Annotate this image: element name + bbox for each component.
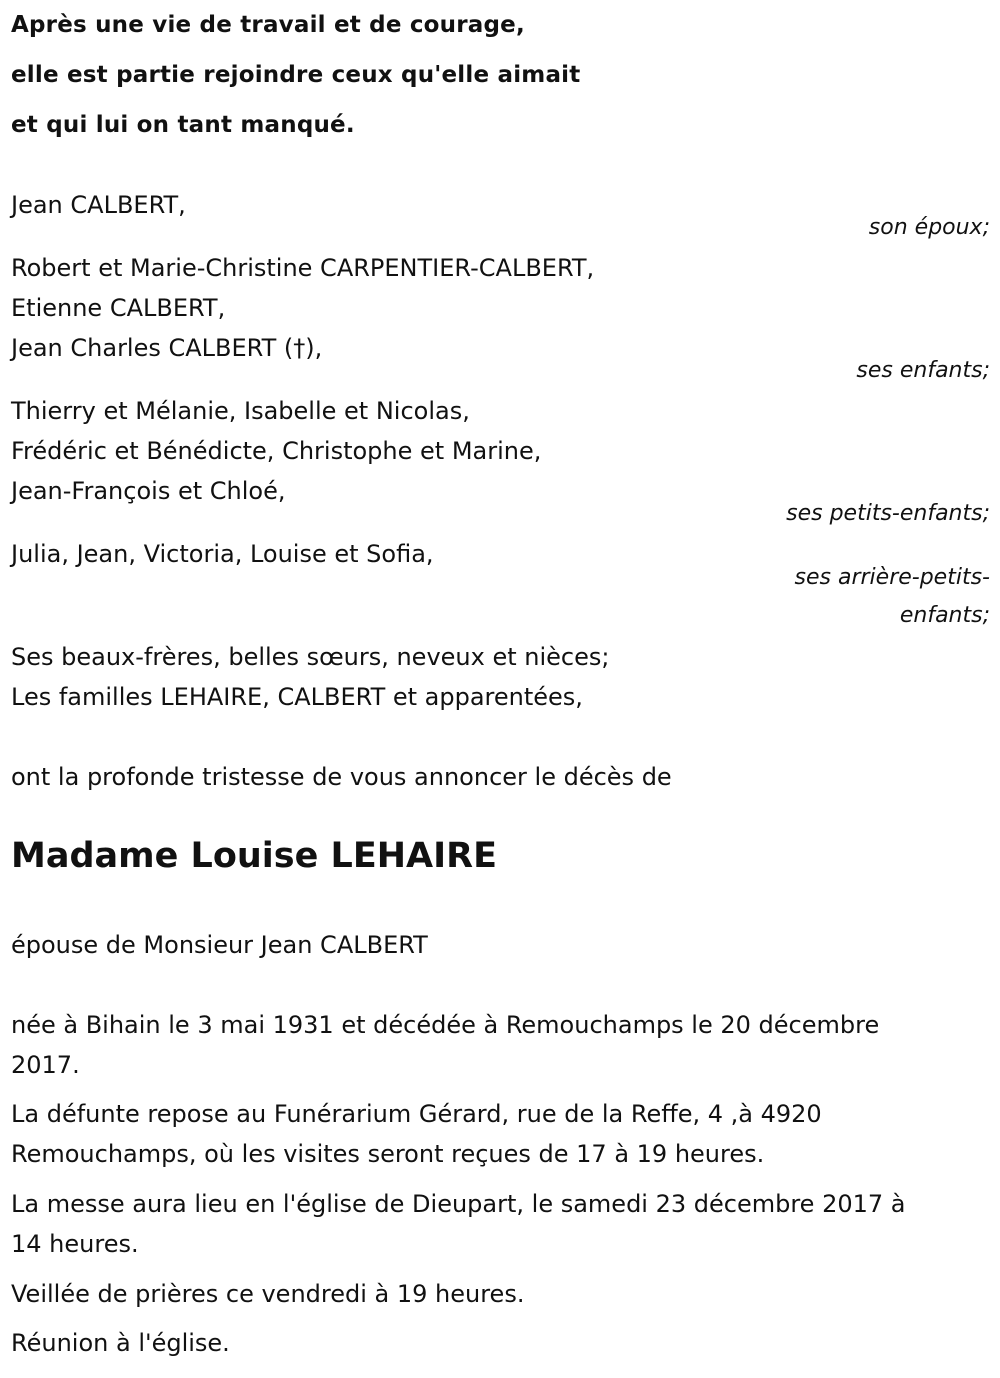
extended-family-line: Les familles LEHAIRE, CALBERT et apparentées,: [11, 683, 583, 711]
deceased-name: Madame Louise LEHAIRE: [11, 836, 498, 876]
intro-line-3: et qui lui on tant manqué.: [11, 112, 355, 138]
intro-line-1: Après une vie de travail et de courage,: [11, 12, 525, 38]
funerarium-line: La défunte repose au Funérarium Gérard, rue de la Reffe, 4 ,à 4920: [11, 1100, 822, 1128]
grandchild-name: Thierry et Mélanie, Isabelle et Nicolas,: [11, 397, 470, 425]
spouse-line: épouse de Monsieur Jean CALBERT: [11, 931, 428, 959]
grandchildren-relation: ses petits-enfants;: [786, 501, 990, 526]
announcement: ont la profonde tristesse de vous annoncer le décès de: [11, 763, 672, 791]
mass-line: 14 heures.: [11, 1230, 139, 1258]
great-grandchildren-relation: enfants;: [899, 603, 990, 628]
birth-death-line: 2017.: [11, 1051, 80, 1079]
meeting-line: Réunion à l'église.: [11, 1329, 230, 1357]
children-relation: ses enfants;: [856, 358, 990, 383]
funerarium-line: Remouchamps, où les visites seront reçues de 17 à 19 heures.: [11, 1140, 765, 1168]
child-name: Robert et Marie-Christine CARPENTIER-CALBERT,: [11, 254, 595, 282]
intro-line-2: elle est partie rejoindre ceux qu'elle aimait: [11, 62, 581, 88]
vigil-line: Veillée de prières ce vendredi à 19 heures.: [11, 1280, 525, 1308]
spouse-name: Jean CALBERT,: [11, 191, 186, 219]
child-name: Etienne CALBERT,: [11, 294, 226, 322]
grandchild-name: Frédéric et Bénédicte, Christophe et Marine,: [11, 437, 542, 465]
spouse-relation: son époux;: [868, 215, 990, 240]
grandchild-name: Jean-François et Chloé,: [11, 477, 286, 505]
extended-family-line: Ses beaux-frères, belles sœurs, neveux et nièces;: [11, 643, 610, 671]
birth-death-line: née à Bihain le 3 mai 1931 et décédée à Remouchamps le 20 décembre: [11, 1011, 880, 1039]
mass-line: La messe aura lieu en l'église de Dieupart, le samedi 23 décembre 2017 à: [11, 1190, 906, 1218]
child-name: Jean Charles CALBERT (†),: [11, 334, 323, 362]
great-grandchildren-relation: ses arrière-petits-: [794, 565, 990, 590]
great-grandchild-name: Julia, Jean, Victoria, Louise et Sofia,: [11, 540, 434, 568]
